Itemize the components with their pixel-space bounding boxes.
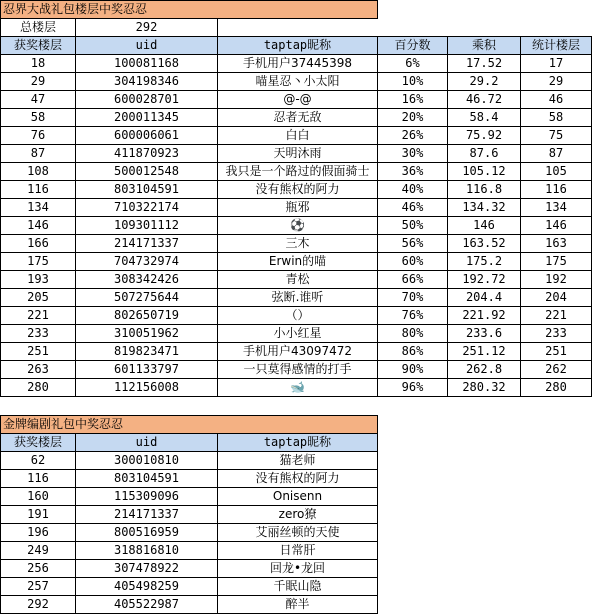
cell-percent[interactable]: 66% [378, 271, 448, 289]
cell-percent[interactable]: 10% [378, 73, 448, 91]
table-row [1, 379, 592, 397]
cell-percent[interactable]: 96% [378, 379, 448, 397]
cell-uid[interactable]: 115309096 [76, 488, 218, 506]
cell-floor[interactable]: 257 [1, 578, 76, 596]
table-row [1, 217, 592, 235]
cell-percent[interactable]: 36% [378, 163, 448, 181]
cell-uid[interactable]: 318816810 [76, 542, 218, 560]
cell-nickname[interactable]: 一只莫得感情的打手 [218, 361, 378, 379]
table1-header-stat-floor[interactable]: 统计楼层 [521, 37, 592, 55]
table-row [1, 253, 592, 271]
cell-nickname[interactable]: 三木 [218, 235, 378, 253]
table2-header-uid[interactable]: uid [76, 434, 218, 452]
cell-floor[interactable]: 146 [1, 217, 76, 235]
cell-product[interactable]: 192.72 [448, 271, 521, 289]
table2-header-floor[interactable]: 获奖楼层 [1, 434, 76, 452]
table-row [1, 596, 378, 614]
table-row [1, 145, 592, 163]
table-row [1, 560, 378, 578]
cell-uid[interactable]: 112156008 [76, 379, 218, 397]
cell-uid[interactable]: 803104591 [76, 470, 218, 488]
cell-product[interactable]: 105.12 [448, 163, 521, 181]
cell-percent[interactable]: 30% [378, 145, 448, 163]
table-row [1, 325, 592, 343]
cell-percent[interactable]: 90% [378, 361, 448, 379]
cell-percent[interactable]: 40% [378, 181, 448, 199]
cell-percent[interactable]: 46% [378, 199, 448, 217]
cell-uid[interactable]: 310051962 [76, 325, 218, 343]
cell-percent[interactable]: 76% [378, 307, 448, 325]
cell-stat-floor[interactable]: 75 [521, 127, 592, 145]
cell-product[interactable]: 280.32 [448, 379, 521, 397]
cell-nickname[interactable]: Erwin的喵 [218, 253, 378, 271]
cell-floor[interactable]: 256 [1, 560, 76, 578]
cell-product[interactable]: 75.92 [448, 127, 521, 145]
cell-floor[interactable]: 175 [1, 253, 76, 271]
cell-stat-floor[interactable]: 233 [521, 325, 592, 343]
cell-product[interactable]: 58.4 [448, 109, 521, 127]
cell-floor[interactable]: 47 [1, 91, 76, 109]
cell-stat-floor[interactable]: 29 [521, 73, 592, 91]
cell-percent[interactable]: 50% [378, 217, 448, 235]
cell-nickname[interactable]: 猫老师 [218, 452, 378, 470]
table-row [1, 506, 378, 524]
cell-product[interactable]: 233.6 [448, 325, 521, 343]
total-floors-value[interactable]: 292 [76, 19, 218, 37]
cell-product[interactable]: 134.32 [448, 199, 521, 217]
cell-stat-floor[interactable]: 175 [521, 253, 592, 271]
cell-floor[interactable]: 87 [1, 145, 76, 163]
cell-floor[interactable]: 29 [1, 73, 76, 91]
cell-floor[interactable]: 249 [1, 542, 76, 560]
table-row [1, 578, 378, 596]
table-row [1, 542, 378, 560]
cell-uid[interactable]: 819823471 [76, 343, 218, 361]
cell-stat-floor[interactable]: 116 [521, 181, 592, 199]
cell-product[interactable]: 163.52 [448, 235, 521, 253]
cell-nickname[interactable]: 天明沐雨 [218, 145, 378, 163]
table-row [1, 452, 378, 470]
cell-percent[interactable]: 70% [378, 289, 448, 307]
cell-floor[interactable]: 116 [1, 181, 76, 199]
table1-title-row [1, 1, 592, 19]
cell-nickname[interactable]: 日常肝 [218, 542, 378, 560]
cell-nickname[interactable]: 小小红星 [218, 325, 378, 343]
cell-uid[interactable]: 704732974 [76, 253, 218, 271]
cell-product[interactable]: 116.8 [448, 181, 521, 199]
cell-uid[interactable]: 405498259 [76, 578, 218, 596]
table1-body [1, 1, 592, 397]
cell-nickname[interactable]: 醉半 [218, 596, 378, 614]
table-row [1, 488, 378, 506]
cell-stat-floor[interactable]: 146 [521, 217, 592, 235]
table-row [1, 127, 592, 145]
cell-uid[interactable]: 601133797 [76, 361, 218, 379]
table-row [1, 307, 592, 325]
cell-nickname[interactable]: zero獠 [218, 506, 378, 524]
cell-nickname[interactable]: 手机用户37445398 [218, 55, 378, 73]
cell-stat-floor[interactable]: 58 [521, 109, 592, 127]
table-lottery-gold-writer [0, 415, 378, 614]
cell-stat-floor[interactable]: 163 [521, 235, 592, 253]
cell-nickname[interactable]: 喵星忍丶小太阳 [218, 73, 378, 91]
cell-nickname[interactable]: （） [218, 307, 378, 325]
cell-uid[interactable]: 803104591 [76, 181, 218, 199]
cell-uid[interactable]: 411870923 [76, 145, 218, 163]
cell-floor[interactable]: 251 [1, 343, 76, 361]
table2-header-nickname[interactable]: taptap昵称 [218, 434, 378, 452]
cell-nickname[interactable]: 🐋 [218, 379, 378, 397]
cell-product[interactable]: 87.6 [448, 145, 521, 163]
table-row [1, 181, 592, 199]
cell-product[interactable]: 204.4 [448, 289, 521, 307]
cell-percent[interactable]: 56% [378, 235, 448, 253]
cell-nickname[interactable]: 我只是一个路过的假面骑士 [218, 163, 378, 181]
cell-floor[interactable]: 108 [1, 163, 76, 181]
cell-uid[interactable]: 214171337 [76, 235, 218, 253]
cell-uid[interactable]: 600006061 [76, 127, 218, 145]
table-row [1, 73, 592, 91]
cell-percent[interactable]: 6% [378, 55, 448, 73]
table1-header-nickname[interactable]: taptap昵称 [218, 37, 378, 55]
table2-title[interactable]: 金牌编剧礼包中奖忍忍 [1, 416, 378, 434]
cell-uid[interactable]: 307478922 [76, 560, 218, 578]
cell-stat-floor[interactable]: 251 [521, 343, 592, 361]
cell-floor[interactable]: 134 [1, 199, 76, 217]
cell-floor[interactable]: 160 [1, 488, 76, 506]
table-row [1, 163, 592, 181]
cell-nickname[interactable]: 艾丽丝顿的天使 [218, 524, 378, 542]
cell-stat-floor[interactable]: 262 [521, 361, 592, 379]
cell-floor[interactable]: 263 [1, 361, 76, 379]
table-row [1, 470, 378, 488]
cell-nickname[interactable]: 没有熊权的阿力 [218, 181, 378, 199]
cell-uid[interactable]: 507275644 [76, 289, 218, 307]
cell-floor[interactable]: 58 [1, 109, 76, 127]
cell-nickname[interactable]: 手机用户43097472 [218, 343, 378, 361]
cell-floor[interactable]: 193 [1, 271, 76, 289]
cell-product[interactable]: 251.12 [448, 343, 521, 361]
cell-uid[interactable]: 304198346 [76, 73, 218, 91]
cell-stat-floor[interactable]: 134 [521, 199, 592, 217]
cell-percent[interactable]: 26% [378, 127, 448, 145]
table-row [1, 235, 592, 253]
cell-stat-floor[interactable]: 221 [521, 307, 592, 325]
table-row [1, 91, 592, 109]
table-row [1, 524, 378, 542]
cell-nickname[interactable]: 白白 [218, 127, 378, 145]
cell-floor[interactable]: 233 [1, 325, 76, 343]
cell-uid[interactable]: 214171337 [76, 506, 218, 524]
cell-floor[interactable]: 280 [1, 379, 76, 397]
table1-title[interactable]: 忍界大战礼包楼层中奖忍忍 [1, 1, 378, 19]
cell-nickname[interactable]: ⚽ [218, 217, 378, 235]
table1-header-floor[interactable]: 获奖楼层 [1, 37, 76, 55]
cell-uid[interactable]: 405522987 [76, 596, 218, 614]
cell-floor[interactable]: 221 [1, 307, 76, 325]
table-row [1, 343, 592, 361]
table-row [1, 289, 592, 307]
cell-nickname[interactable]: 没有熊权的阿力 [218, 470, 378, 488]
table-row [1, 271, 592, 289]
total-floors-label[interactable]: 总楼层 [1, 19, 76, 37]
cell-floor[interactable]: 62 [1, 452, 76, 470]
cell-percent[interactable]: 86% [378, 343, 448, 361]
cell-percent[interactable]: 20% [378, 109, 448, 127]
table-row [1, 199, 592, 217]
cell-uid[interactable]: 300010810 [76, 452, 218, 470]
cell-floor[interactable]: 205 [1, 289, 76, 307]
cell-percent[interactable]: 16% [378, 91, 448, 109]
cell-nickname[interactable]: 青松 [218, 271, 378, 289]
cell-uid[interactable]: 600028701 [76, 91, 218, 109]
cell-nickname[interactable]: 忍者无敌 [218, 109, 378, 127]
cell-product[interactable]: 46.72 [448, 91, 521, 109]
table1-total-row [1, 19, 592, 37]
cell-floor[interactable]: 292 [1, 596, 76, 614]
cell-uid[interactable]: 109301112 [76, 217, 218, 235]
table1-header-percent[interactable]: 百分数 [378, 37, 448, 55]
cell-stat-floor[interactable]: 17 [521, 55, 592, 73]
cell-nickname[interactable]: 瓶邪 [218, 199, 378, 217]
cell-nickname[interactable]: 弦断.谁听 [218, 289, 378, 307]
cell-floor[interactable]: 116 [1, 470, 76, 488]
cell-stat-floor[interactable]: 204 [521, 289, 592, 307]
table2-body [1, 416, 378, 614]
table1-header-product[interactable]: 乘积 [448, 37, 521, 55]
cell-stat-floor[interactable]: 105 [521, 163, 592, 181]
cell-nickname[interactable]: 回龙•龙回 [218, 560, 378, 578]
cell-nickname[interactable]: @-@ [218, 91, 378, 109]
table2-header-row [1, 434, 378, 452]
cell-floor[interactable]: 76 [1, 127, 76, 145]
table-row [1, 361, 592, 379]
cell-uid[interactable]: 308342426 [76, 271, 218, 289]
cell-product[interactable]: 175.2 [448, 253, 521, 271]
cell-product[interactable]: 17.52 [448, 55, 521, 73]
cell-floor[interactable]: 191 [1, 506, 76, 524]
cell-percent[interactable]: 60% [378, 253, 448, 271]
cell-uid[interactable]: 500012548 [76, 163, 218, 181]
cell-stat-floor[interactable]: 87 [521, 145, 592, 163]
table1-header-uid[interactable]: uid [76, 37, 218, 55]
cell-product[interactable]: 262.8 [448, 361, 521, 379]
cell-product[interactable]: 29.2 [448, 73, 521, 91]
cell-stat-floor[interactable]: 192 [521, 271, 592, 289]
cell-uid[interactable]: 100081168 [76, 55, 218, 73]
cell-product[interactable]: 221.92 [448, 307, 521, 325]
cell-stat-floor[interactable]: 46 [521, 91, 592, 109]
table1-header-row [1, 37, 592, 55]
cell-uid[interactable]: 200011345 [76, 109, 218, 127]
cell-product[interactable]: 146 [448, 217, 521, 235]
cell-floor[interactable]: 196 [1, 524, 76, 542]
cell-uid[interactable]: 800516959 [76, 524, 218, 542]
cell-nickname[interactable]: Onisenn [218, 488, 378, 506]
cell-floor[interactable]: 166 [1, 235, 76, 253]
cell-floor[interactable]: 18 [1, 55, 76, 73]
cell-uid[interactable]: 802650719 [76, 307, 218, 325]
table-row [1, 109, 592, 127]
cell-uid[interactable]: 710322174 [76, 199, 218, 217]
cell-percent[interactable]: 80% [378, 325, 448, 343]
table-row [1, 55, 592, 73]
cell-nickname[interactable]: 千眠山隐 [218, 578, 378, 596]
table2-title-row [1, 416, 378, 434]
cell-stat-floor[interactable]: 280 [521, 379, 592, 397]
